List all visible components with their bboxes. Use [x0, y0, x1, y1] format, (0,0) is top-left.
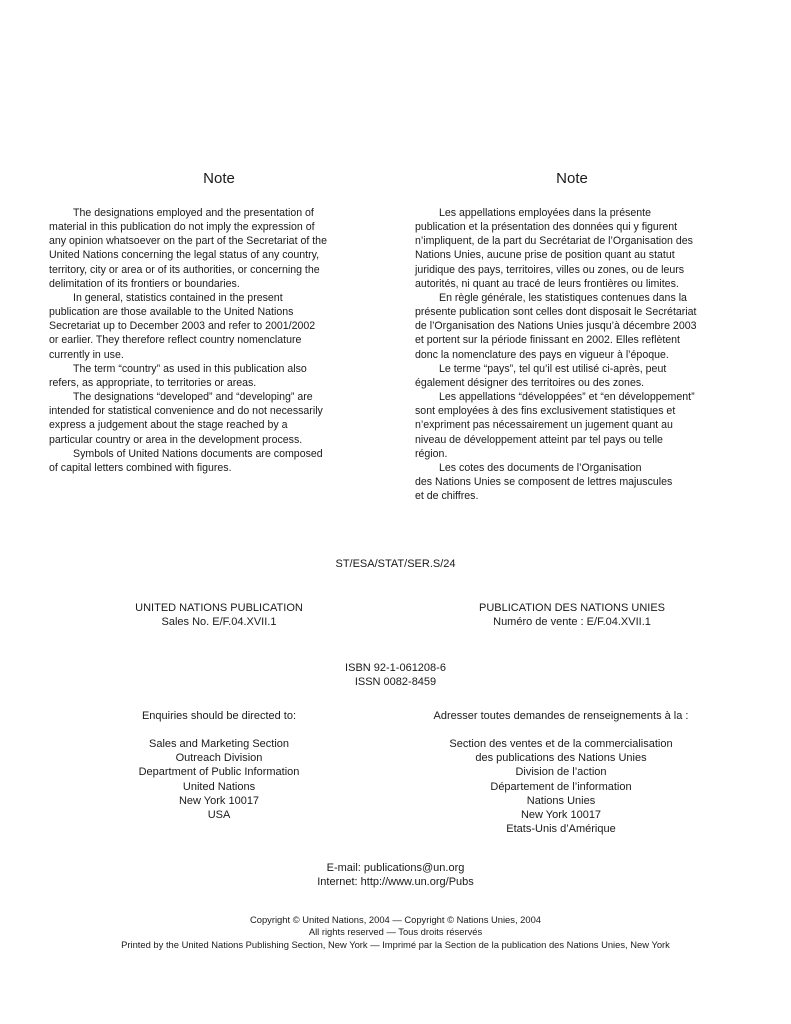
address-en-line: New York 10017	[178, 794, 260, 807]
copyright-line: Copyright © United Nations, 2004 — Copyright © Nations Unies, 2004	[249, 914, 542, 925]
note-en-line: The term “country” as used in this publication also	[73, 362, 307, 375]
issn: ISSN 0082-8459	[354, 676, 437, 689]
note-fr-line: autorités, ni quant au tracé de leurs frontières ou limites.	[415, 277, 679, 290]
address-en	[79, 737, 359, 822]
note-fr-line: Les appellations “développées” et “en développement”	[439, 391, 695, 404]
note-fr-line: Le terme “pays”, tel qu’il est utilisé ci-après, peut	[439, 362, 667, 375]
note-fr-title: Note	[556, 170, 588, 187]
printed-line: Printed by the United Nations Publishing Section, New York — Imprimé par la Section de la publication des Nations Unies, New York	[121, 938, 670, 950]
note-en-line: delimitation of its frontiers or boundaries.	[49, 277, 240, 290]
isbn: ISBN 92-1-061208-6	[345, 662, 446, 674]
enquiries-en-heading: Enquiries should be directed to:	[141, 710, 297, 722]
note-en-line: refers, as appropriate, to territories or areas.	[49, 376, 257, 389]
note-en-line: or earlier. They therefore reflect country nomenclature	[49, 334, 302, 347]
address-fr-line: Département de l’information	[490, 780, 632, 793]
note-en-line: The designations “developed” and “developing” are	[73, 391, 313, 404]
note-fr-line: juridique des pays, territoires, villes ou zones, ou de leurs	[415, 263, 685, 276]
note-fr-line: également désigner des territoires ou des zones.	[415, 376, 645, 389]
rights-line: All rights reserved — Tous droits réservés	[308, 926, 483, 938]
address-fr-line: Nations Unies	[526, 794, 596, 807]
contact	[0, 861, 791, 889]
address-fr-line: Section des ventes et de la commercialisation	[449, 738, 673, 750]
note-en-line: United Nations concerning the legal status of any country,	[49, 249, 320, 262]
address-en-line: Department of Public Information	[138, 766, 300, 779]
note-fr-line: publication et la présentation des données qui y figurent	[415, 221, 678, 234]
publication-en-title: UNITED NATIONS PUBLICATION	[135, 602, 303, 614]
document-symbol	[0, 557, 791, 571]
note-en-line: any opinion whatsoever on the part of the Secretariat of the	[49, 235, 327, 248]
isbn-issn	[0, 661, 791, 689]
note-en-line: express a judgement about the stage reached by a	[49, 419, 288, 432]
note-en-line: Symbols of United Nations documents are composed	[73, 447, 323, 460]
note-en-line: The designations employed and the presentation of	[73, 207, 314, 219]
address-fr-line: Etats-Unis d’Amérique	[506, 823, 616, 836]
address-en-line: USA	[207, 809, 231, 822]
contact-internet: Internet: http://www.un.org/Pubs	[317, 876, 474, 889]
address-fr-line: Division de l’action	[515, 766, 607, 779]
note-en-line: In general, statistics contained in the present	[73, 291, 283, 304]
address-en-line: United Nations	[182, 780, 256, 793]
note-fr-line: sont employées à des fins exclusivement statistiques et	[415, 405, 676, 418]
copyright	[0, 914, 791, 951]
note-fr-line: niveau de développement atteint par tel pays ou telle	[415, 433, 663, 446]
note-en-line: currently in use.	[49, 348, 124, 361]
publication-fr-sales: Numéro de vente : E/F.04.XVII.1	[493, 616, 651, 629]
document-symbol-text: ST/ESA/STAT/SER.S/24	[335, 558, 456, 570]
enquiries-fr-heading: Adresser toutes demandes de renseignements à la :	[433, 710, 689, 722]
note-en-line: material in this publication do not imply the expression of	[49, 221, 315, 234]
address-fr-line: New York 10017	[520, 809, 602, 822]
note-fr-line: Les cotes des documents de l’Organisation	[439, 461, 642, 474]
note-en-line: particular country or area in the development process.	[49, 433, 303, 446]
note-fr-line: donc la nomenclature des pays en vigueur à l’époque.	[415, 348, 669, 361]
note-fr-line: En règle générale, les statistiques contenues dans la	[439, 291, 687, 304]
note-en-line: Secretariat up to December 2003 and refer to 2001/2002	[49, 320, 316, 333]
address-fr	[406, 737, 716, 836]
note-fr-line: des Nations Unies se composent de lettres majuscules	[415, 475, 673, 488]
address-en-line: Outreach Division	[175, 752, 263, 765]
publication-en	[79, 601, 359, 629]
address-en-line: Sales and Marketing Section	[148, 738, 290, 750]
note-fr-line: n’impliquent, de la part du Secrétariat de l’Organisation des	[415, 235, 693, 248]
publication-en-sales: Sales No. E/F.04.XVII.1	[161, 616, 277, 629]
note-fr-line: Les appellations employées dans la présente	[439, 207, 652, 219]
note-en-line: territory, city or area or of its authorities, or concerning the	[49, 263, 320, 276]
note-fr-line: Nations Unies, aucune prise de position quant au statut	[415, 249, 675, 262]
note-fr-line: et portent sur la période finissant en 2002. Elles reflètent	[415, 334, 681, 347]
note-en-line: publication are those available to the United Nations	[49, 306, 294, 319]
contact-email: E-mail: publications@un.org	[326, 862, 465, 874]
note-fr-body	[415, 206, 739, 503]
note-en-line: of capital letters combined with figures.	[49, 461, 232, 474]
note-en-body	[49, 206, 373, 475]
note-en-line: intended for statistical convenience and do not necessarily	[49, 405, 323, 418]
publication-fr-title: PUBLICATION DES NATIONS UNIES	[478, 602, 665, 614]
note-fr-line: et de chiffres.	[415, 490, 479, 503]
note-fr-line: région.	[415, 447, 448, 460]
publication-fr	[432, 601, 712, 629]
address-fr-line: des publications des Nations Unies	[475, 752, 647, 765]
note-fr-line: présente publication sont celles dont disposait le Secrétariat	[415, 306, 697, 319]
note-en-title: Note	[203, 170, 235, 187]
note-fr-line: de l’Organisation des Nations Unies jusqu’à décembre 2003	[415, 320, 697, 333]
note-fr-line: n’expriment pas nécessairement un jugement quant au	[415, 419, 673, 432]
